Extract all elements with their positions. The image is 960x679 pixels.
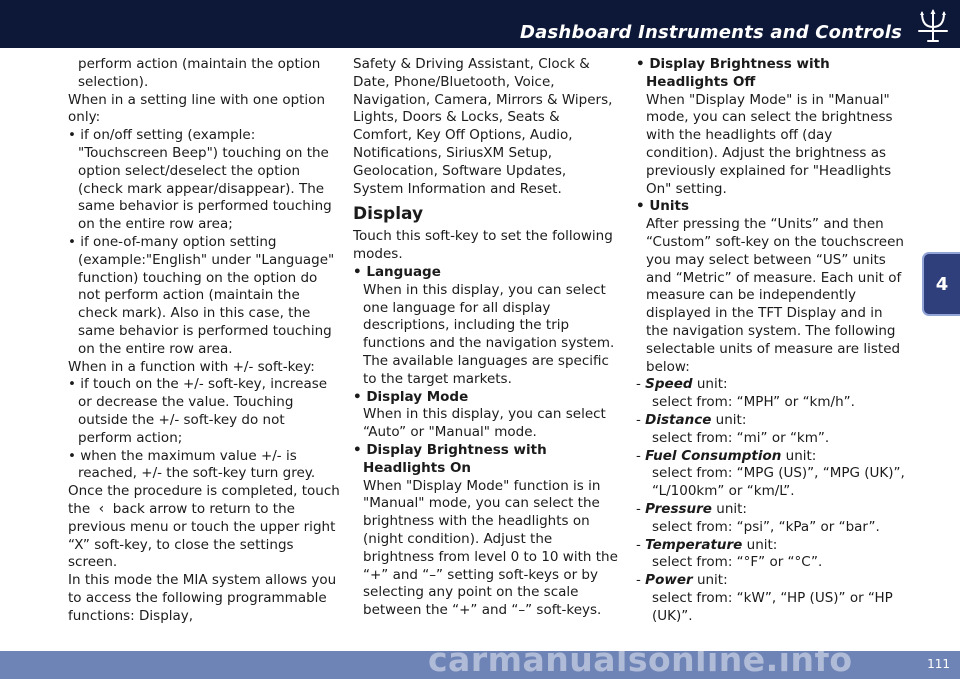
paragraph: Safety & Driving Assistant, Clock & Date, Phone/Bluetooth, Voice, Navigation, Camera, Mirrors & Wipers, Lights, Doors & Locks, Seats & Comfort, Key Off Options, Audio, Notifications, SiriusXM Setup, Geolocation, Software Updates, System Information and Reset. bbox=[353, 56, 613, 197]
bullet-body: When in this display, you can select “Auto” or "Manual" mode. bbox=[363, 406, 606, 441]
text-column-3 bbox=[636, 56, 908, 626]
bullet-title-display-mode: • Display Mode bbox=[353, 388, 469, 405]
bullet-body: When "Display Mode" is in "Manual" mode, you can select the brightness with the headlights off (day condition). Adjust the brightness as previously explained for "Headlights On" setting. bbox=[646, 91, 893, 197]
paragraph: In this mode the MIA system allows you to access the following programmable functions: Display, bbox=[68, 572, 337, 624]
watermark: carmanualsonline.info bbox=[428, 640, 853, 679]
unit-options: select from: “°F” or “°C”. bbox=[652, 554, 823, 571]
unit-options: select from: “MPG (US)”, “MPG (UK)”, “L/100km” or “km/L”. bbox=[652, 465, 905, 500]
bullet-title-brightness-off: • Display Brightness with Headlights Off bbox=[636, 56, 830, 90]
unit-options: select from: “mi” or “km”. bbox=[652, 429, 830, 446]
paragraph: perform action (maintain the option selection). bbox=[78, 56, 321, 90]
text-column-2 bbox=[353, 56, 619, 620]
unit-options: select from: “kW”, “HP (US)” or “HP (UK)”. bbox=[652, 589, 893, 624]
bullet-title-language: • Language bbox=[353, 263, 441, 280]
bullet-title-brightness-on: • Display Brightness with Headlights On bbox=[353, 441, 547, 476]
paragraph: Touch this soft-key to set the following modes. bbox=[353, 228, 613, 263]
paragraph: When in a setting line with one option only: bbox=[68, 91, 326, 126]
bullet-body: When in this display, you can select one language for all display descriptions, including the trip functions and the navigation system. The available languages are specific to the target markets. bbox=[363, 281, 615, 387]
page-header bbox=[0, 0, 960, 48]
paragraph: When in a function with +/- soft-key: bbox=[68, 358, 315, 375]
unit-options: select from: “MPH” or “km/h”. bbox=[652, 394, 855, 411]
unit-item-speed: - Speed unit: bbox=[636, 376, 728, 393]
bullet-item: • when the maximum value +/- is reached, +/- the soft-key turn grey. bbox=[68, 447, 316, 482]
text-column-1 bbox=[68, 56, 340, 626]
unit-options: select from: “psi”, “kPa” or “bar”. bbox=[652, 518, 880, 535]
bullet-item: • if on/off setting (example: "Touchscreen Beep") touching on the option select/deselect the option (check mark appear/disappear). The same behavior is performed touching on the entire row area; bbox=[68, 127, 332, 233]
chevron-left-icon: ‹ bbox=[98, 500, 105, 517]
page-number: 111 bbox=[927, 657, 950, 671]
maserati-trident-icon bbox=[916, 7, 950, 45]
chapter-tab: 4 bbox=[922, 252, 960, 316]
bullet-body: After pressing the “Units” and then “Custom” soft-key on the touchscreen you may select between “US” units and “Metric” of measure. Each unit of measure can be independently displayed in the TFT Display and in the navigation system. The following selectable units of measure are listed below: bbox=[646, 216, 904, 375]
unit-item-pressure: - Pressure unit: bbox=[636, 500, 747, 517]
unit-item-fuel-consumption: - Fuel Consumption unit: bbox=[636, 447, 817, 464]
bullet-body: When "Display Mode" function is in "Manual" mode, you can select the brightness with the headlights on (night condition). Adjust the brightness from level 0 to 10 with the “+” and “–” setting soft-keys or by selecting any point on the scale between the “+” and “–” soft-keys. bbox=[363, 477, 618, 619]
unit-item-temperature: - Temperature unit: bbox=[636, 536, 778, 553]
unit-item-distance: - Distance unit: bbox=[636, 411, 747, 428]
bullet-title-units: • Units bbox=[636, 198, 690, 215]
section-heading-display: Display bbox=[353, 204, 424, 225]
paragraph: Once the procedure is completed, touch the ‹ back arrow to return to the previous menu or touch the upper right “X” soft-key, to close the settings screen. bbox=[68, 483, 340, 571]
unit-item-power: - Power unit: bbox=[636, 572, 728, 589]
bullet-item: • if one-of-many option setting (example:"English" under "Language" function) touching on the option do not perform action (maintain the check mark). Also in this case, the same behavior is performed touching on the entire row area. bbox=[68, 233, 335, 357]
bullet-item: • if touch on the +/- soft-key, increase or decrease the value. Touching outside the +/- soft-key do not perform action; bbox=[68, 376, 328, 446]
header-title: Dashboard Instruments and Controls bbox=[520, 22, 902, 43]
